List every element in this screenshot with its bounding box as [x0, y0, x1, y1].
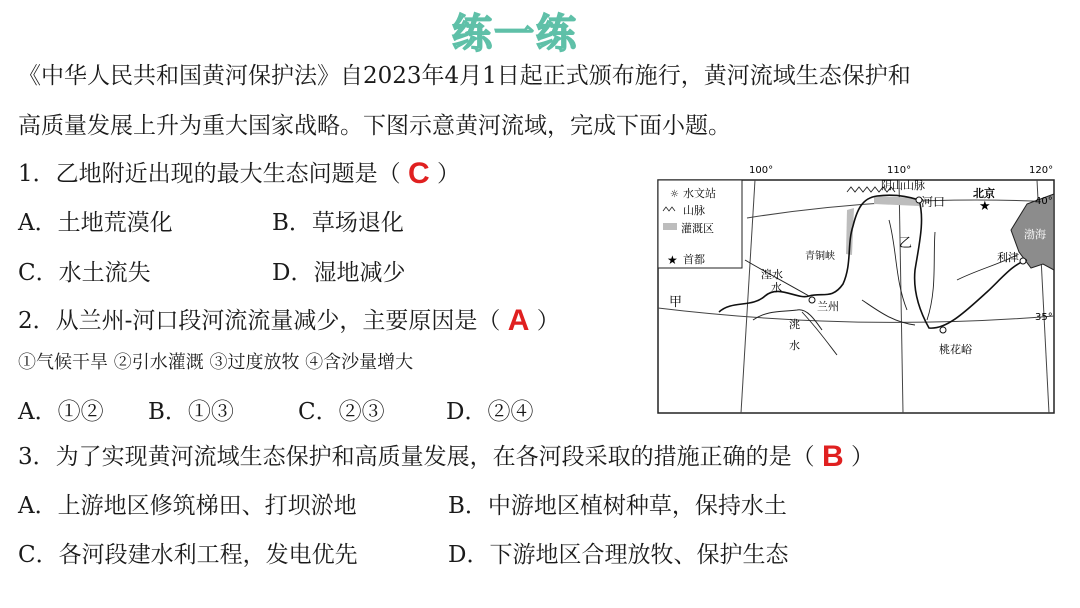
- q2-option-d: D．②④: [446, 399, 534, 425]
- label-yinshan: 阴山山脉: [881, 179, 925, 192]
- beijing-capital-icon: ★: [979, 199, 991, 214]
- page-title: 练一练: [452, 11, 578, 57]
- station-lanzhou: [809, 297, 815, 303]
- yellow-river-map: [657, 160, 1055, 415]
- intro-line-2: 高质量发展上升为重大国家战略。下图示意黄河流域，完成下面小题。: [18, 113, 731, 139]
- station-huayuankou: [940, 327, 946, 333]
- label-lijin: 利津: [997, 251, 1019, 264]
- question-1: [18, 155, 460, 191]
- label-huang: 湟水: [761, 268, 783, 281]
- q1-option-b: B．草场退化: [272, 210, 404, 236]
- question-2-close: ）: [536, 308, 560, 334]
- q2-factors: ①气候干旱 ②引水灌溉 ③过度放牧 ④含沙量增大: [18, 352, 414, 373]
- legend-capital-icon: ★: [667, 253, 678, 267]
- q3-option-d: D．下游地区合理放牧、保护生态: [448, 542, 789, 568]
- question-3: [18, 438, 874, 474]
- label-hekou: 河口: [921, 195, 946, 209]
- question-1-stem: 1．乙地附近出现的最大生态问题是（: [18, 161, 401, 187]
- lat-label-40: 40°: [1035, 196, 1053, 207]
- legend-irrigation-icon: [663, 223, 677, 230]
- label-shui-1: 水: [771, 281, 782, 294]
- station-lijin: [1020, 258, 1026, 264]
- lon-label-110: 110°: [887, 165, 912, 176]
- question-2-answer: A: [507, 304, 530, 337]
- lon-label-100: 100°: [749, 165, 774, 176]
- label-yi: 乙: [899, 236, 913, 251]
- label-shui-2: 水: [789, 339, 800, 352]
- question-1-close: ）: [436, 161, 460, 187]
- q1-option-a: A．土地荒漠化: [18, 210, 173, 236]
- label-beijing: 北京: [973, 187, 995, 200]
- intro-line-1: 《中华人民共和国黄河保护法》自2023年4月1日起正式颁布施行，黄河流域生态保护和: [18, 63, 911, 89]
- label-bohai: 渤海: [1024, 228, 1046, 241]
- legend-station-label: 水文站: [683, 187, 716, 200]
- question-2-stem: 2．从兰州-河口段河流流量减少，主要原因是（: [18, 308, 501, 334]
- question-3-stem: 3．为了实现黄河流域生态保护和高质量发展，在各河段采取的措施正确的是（: [18, 444, 815, 470]
- q1-option-c: C．水土流失: [18, 260, 151, 286]
- question-1-answer: C: [407, 157, 430, 190]
- q2-option-b: B．①③: [148, 399, 234, 425]
- q2-option-a: A．①②: [18, 399, 104, 425]
- q3-option-a: A．上游地区修筑梯田、打坝淤地: [18, 493, 357, 519]
- label-huayuankou: 桃花峪: [939, 343, 972, 356]
- legend-irrigation-label: 灌溉区: [681, 222, 714, 235]
- label-tao: 洮: [789, 318, 800, 331]
- q2-option-c: C．②③: [298, 399, 385, 425]
- question-3-answer: B: [821, 440, 844, 473]
- legend-station-icon: ☼: [670, 189, 679, 200]
- lon-label-120: 120°: [1029, 165, 1054, 176]
- label-lanzhou: 兰州: [817, 300, 839, 313]
- lat-label-35: 35°: [1035, 312, 1053, 323]
- q1-option-d: D．湿地减少: [272, 260, 406, 286]
- question-3-close: ）: [850, 444, 874, 470]
- question-2: [18, 302, 560, 338]
- label-jia: 甲: [669, 295, 683, 310]
- legend-capital-label: 首都: [683, 253, 705, 266]
- q3-option-b: B．中游地区植树种草，保持水土: [448, 493, 787, 519]
- label-qingtongxia: 青铜峡: [805, 251, 835, 262]
- legend-mountain-label: 山脉: [683, 204, 705, 217]
- q3-option-c: C．各河段建水利工程，发电优先: [18, 542, 358, 568]
